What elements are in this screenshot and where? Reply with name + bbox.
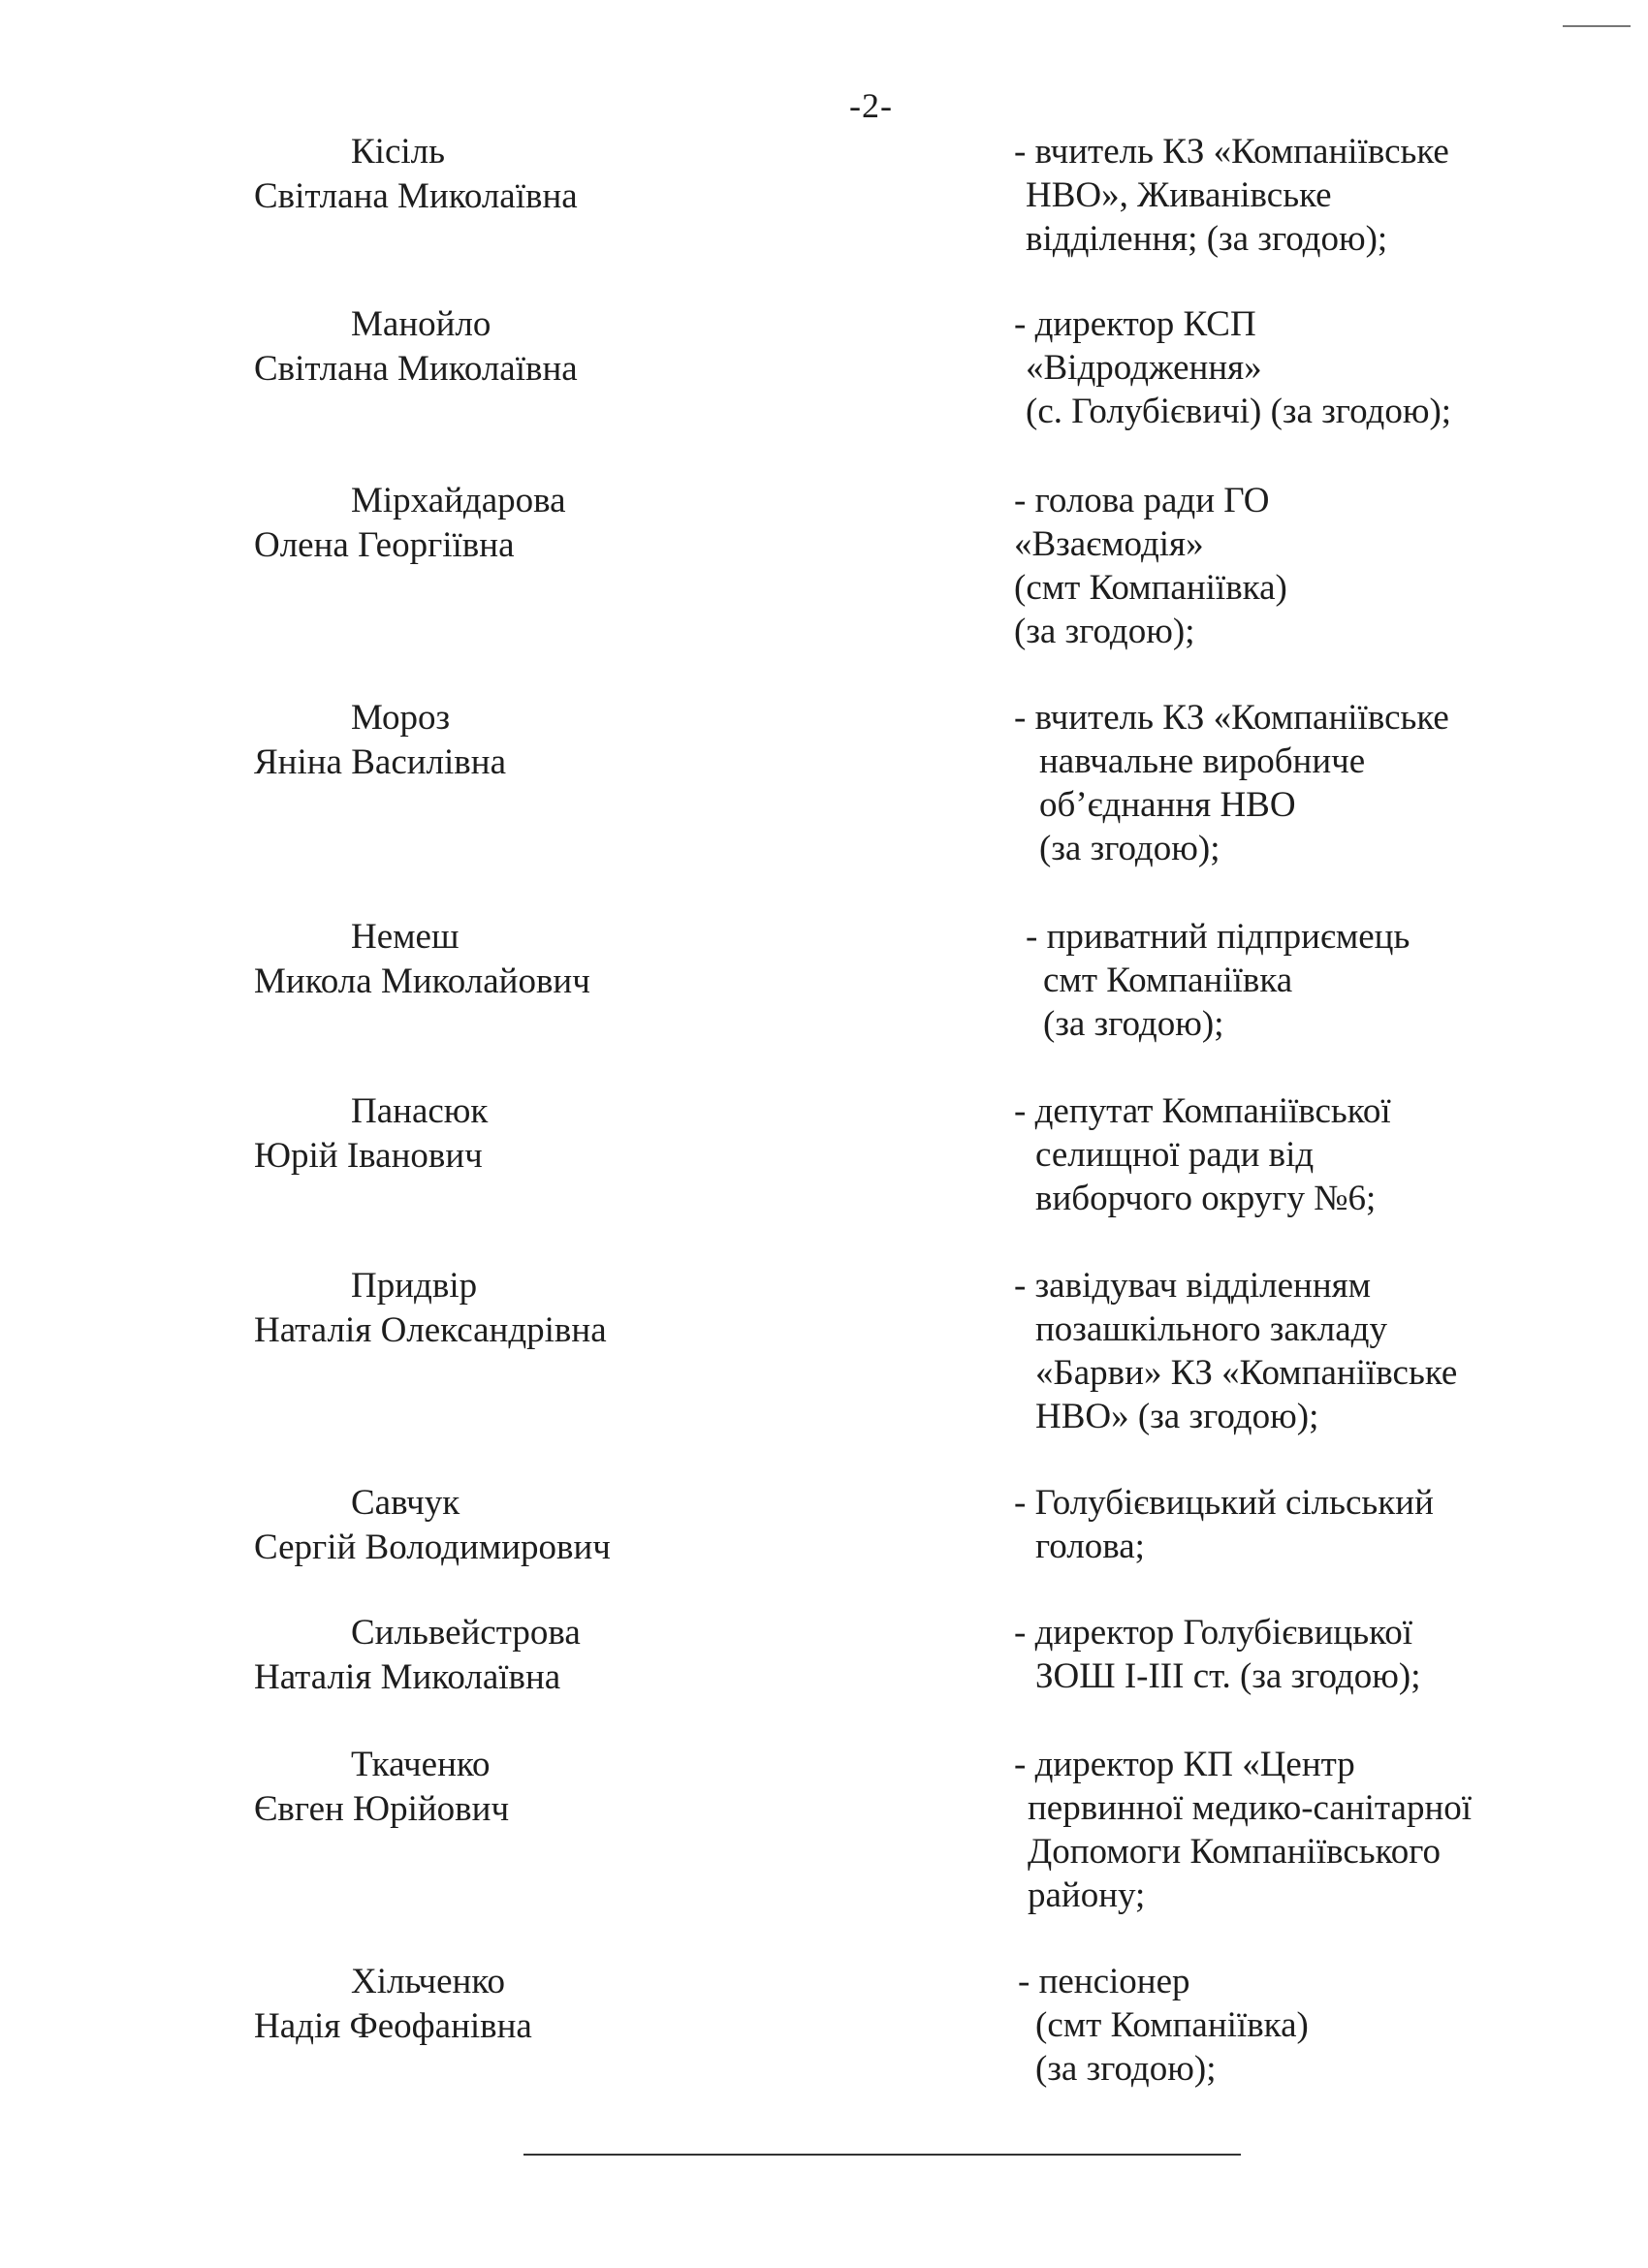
role-line: НВО» (за згодою); [1035,1397,1319,1436]
member-surname: Манойло [351,304,491,344]
role-line: НВО», Живанівське [1026,175,1332,215]
member-surname: Савчук [351,1483,460,1523]
role-line: - вчитель КЗ «Компаніївське [1014,698,1449,738]
role-line: позашкільного закладу [1035,1309,1387,1349]
role-line: навчальне виробниче [1039,741,1366,781]
role-line: - пенсіонер [1018,1962,1190,2001]
role-line: селищної ради від [1035,1135,1315,1175]
role-line: Допомоги Компаніївського [1028,1832,1442,1872]
member-surname: Кісіль [351,132,445,172]
member-role [1014,1611,1420,1698]
member-role [1014,1264,1457,1438]
member-surname: Панасюк [351,1091,489,1131]
member-given-names: Євген Юрійович [254,1789,510,1829]
member-role [1014,1089,1391,1220]
role-line: (смт Компаніївка) [1014,568,1287,608]
role-line: - вчитель КЗ «Компаніївське [1014,132,1449,172]
role-line: первинної медико-санітарної [1028,1788,1473,1828]
role-line: - депутат Компаніївської [1014,1091,1391,1131]
member-given-names: Сергій Володимирович [254,1528,611,1567]
member-given-names: Юрій Іванович [254,1136,483,1176]
member-given-names: Наталія Олександрівна [254,1310,607,1350]
member-given-names: Надія Феофанівна [254,2006,532,2046]
role-line: - директор КП «Центр [1014,1745,1355,1784]
member-role [1014,130,1449,261]
page-number: -2- [849,86,893,125]
role-line: відділення; (за згодою); [1026,219,1388,259]
role-line: (с. Голубієвичі) (за згодою); [1026,392,1452,431]
member-surname: Ткаченко [351,1745,491,1784]
member-given-names: Микола Миколайович [254,961,590,1001]
role-line: - приватний підприємець [1026,917,1410,957]
member-given-names: Олена Георгіївна [254,525,515,565]
member-given-names: Світлана Миколаївна [254,349,578,389]
member-given-names: Яніна Василівна [254,742,506,782]
role-line: (смт Компаніївка) [1035,2005,1309,2045]
member-role [1014,696,1449,870]
member-surname: Мірхайдарова [351,481,566,520]
member-surname: Немеш [351,917,460,957]
member-role [1014,1743,1472,1917]
role-line: (за згодою); [1035,2049,1217,2089]
role-line: ЗОШ І-ІІІ ст. (за згодою); [1035,1656,1421,1696]
role-line: «Барви» КЗ «Компаніївське [1035,1353,1458,1393]
member-given-names: Наталія Миколаївна [254,1657,561,1697]
bottom-divider-line [523,2154,1241,2156]
member-role [1018,1960,1309,2091]
role-line: (за згодою); [1014,612,1195,651]
member-role [1014,302,1451,433]
scan-edge-mark [1563,25,1631,27]
role-line: «Взаємодія» [1014,524,1204,564]
member-surname: Придвір [351,1266,478,1306]
member-role [1026,915,1410,1046]
role-line: об’єднання НВО [1039,785,1296,825]
role-line: виборчого округу №6; [1035,1179,1377,1218]
role-line: «Відродження» [1026,348,1262,388]
role-line: смт Компаніївка [1043,961,1293,1000]
role-line: (за згодою); [1043,1004,1224,1044]
member-role [1014,479,1287,653]
member-surname: Сильвейстрова [351,1613,581,1653]
role-line: (за згодою); [1039,829,1220,868]
role-line: - завідувач відділенням [1014,1266,1372,1306]
role-line: - директор КСП [1014,304,1256,344]
member-surname: Хільченко [351,1962,505,2001]
member-role [1014,1481,1434,1568]
role-line: голова; [1035,1527,1145,1566]
role-line: - директор Голубієвицької [1014,1613,1412,1653]
member-surname: Мороз [351,698,451,738]
role-line: - голова ради ГО [1014,481,1270,520]
role-line: - Голубієвицький сільський [1014,1483,1434,1523]
role-line: району; [1028,1875,1146,1915]
member-given-names: Світлана Миколаївна [254,176,578,216]
